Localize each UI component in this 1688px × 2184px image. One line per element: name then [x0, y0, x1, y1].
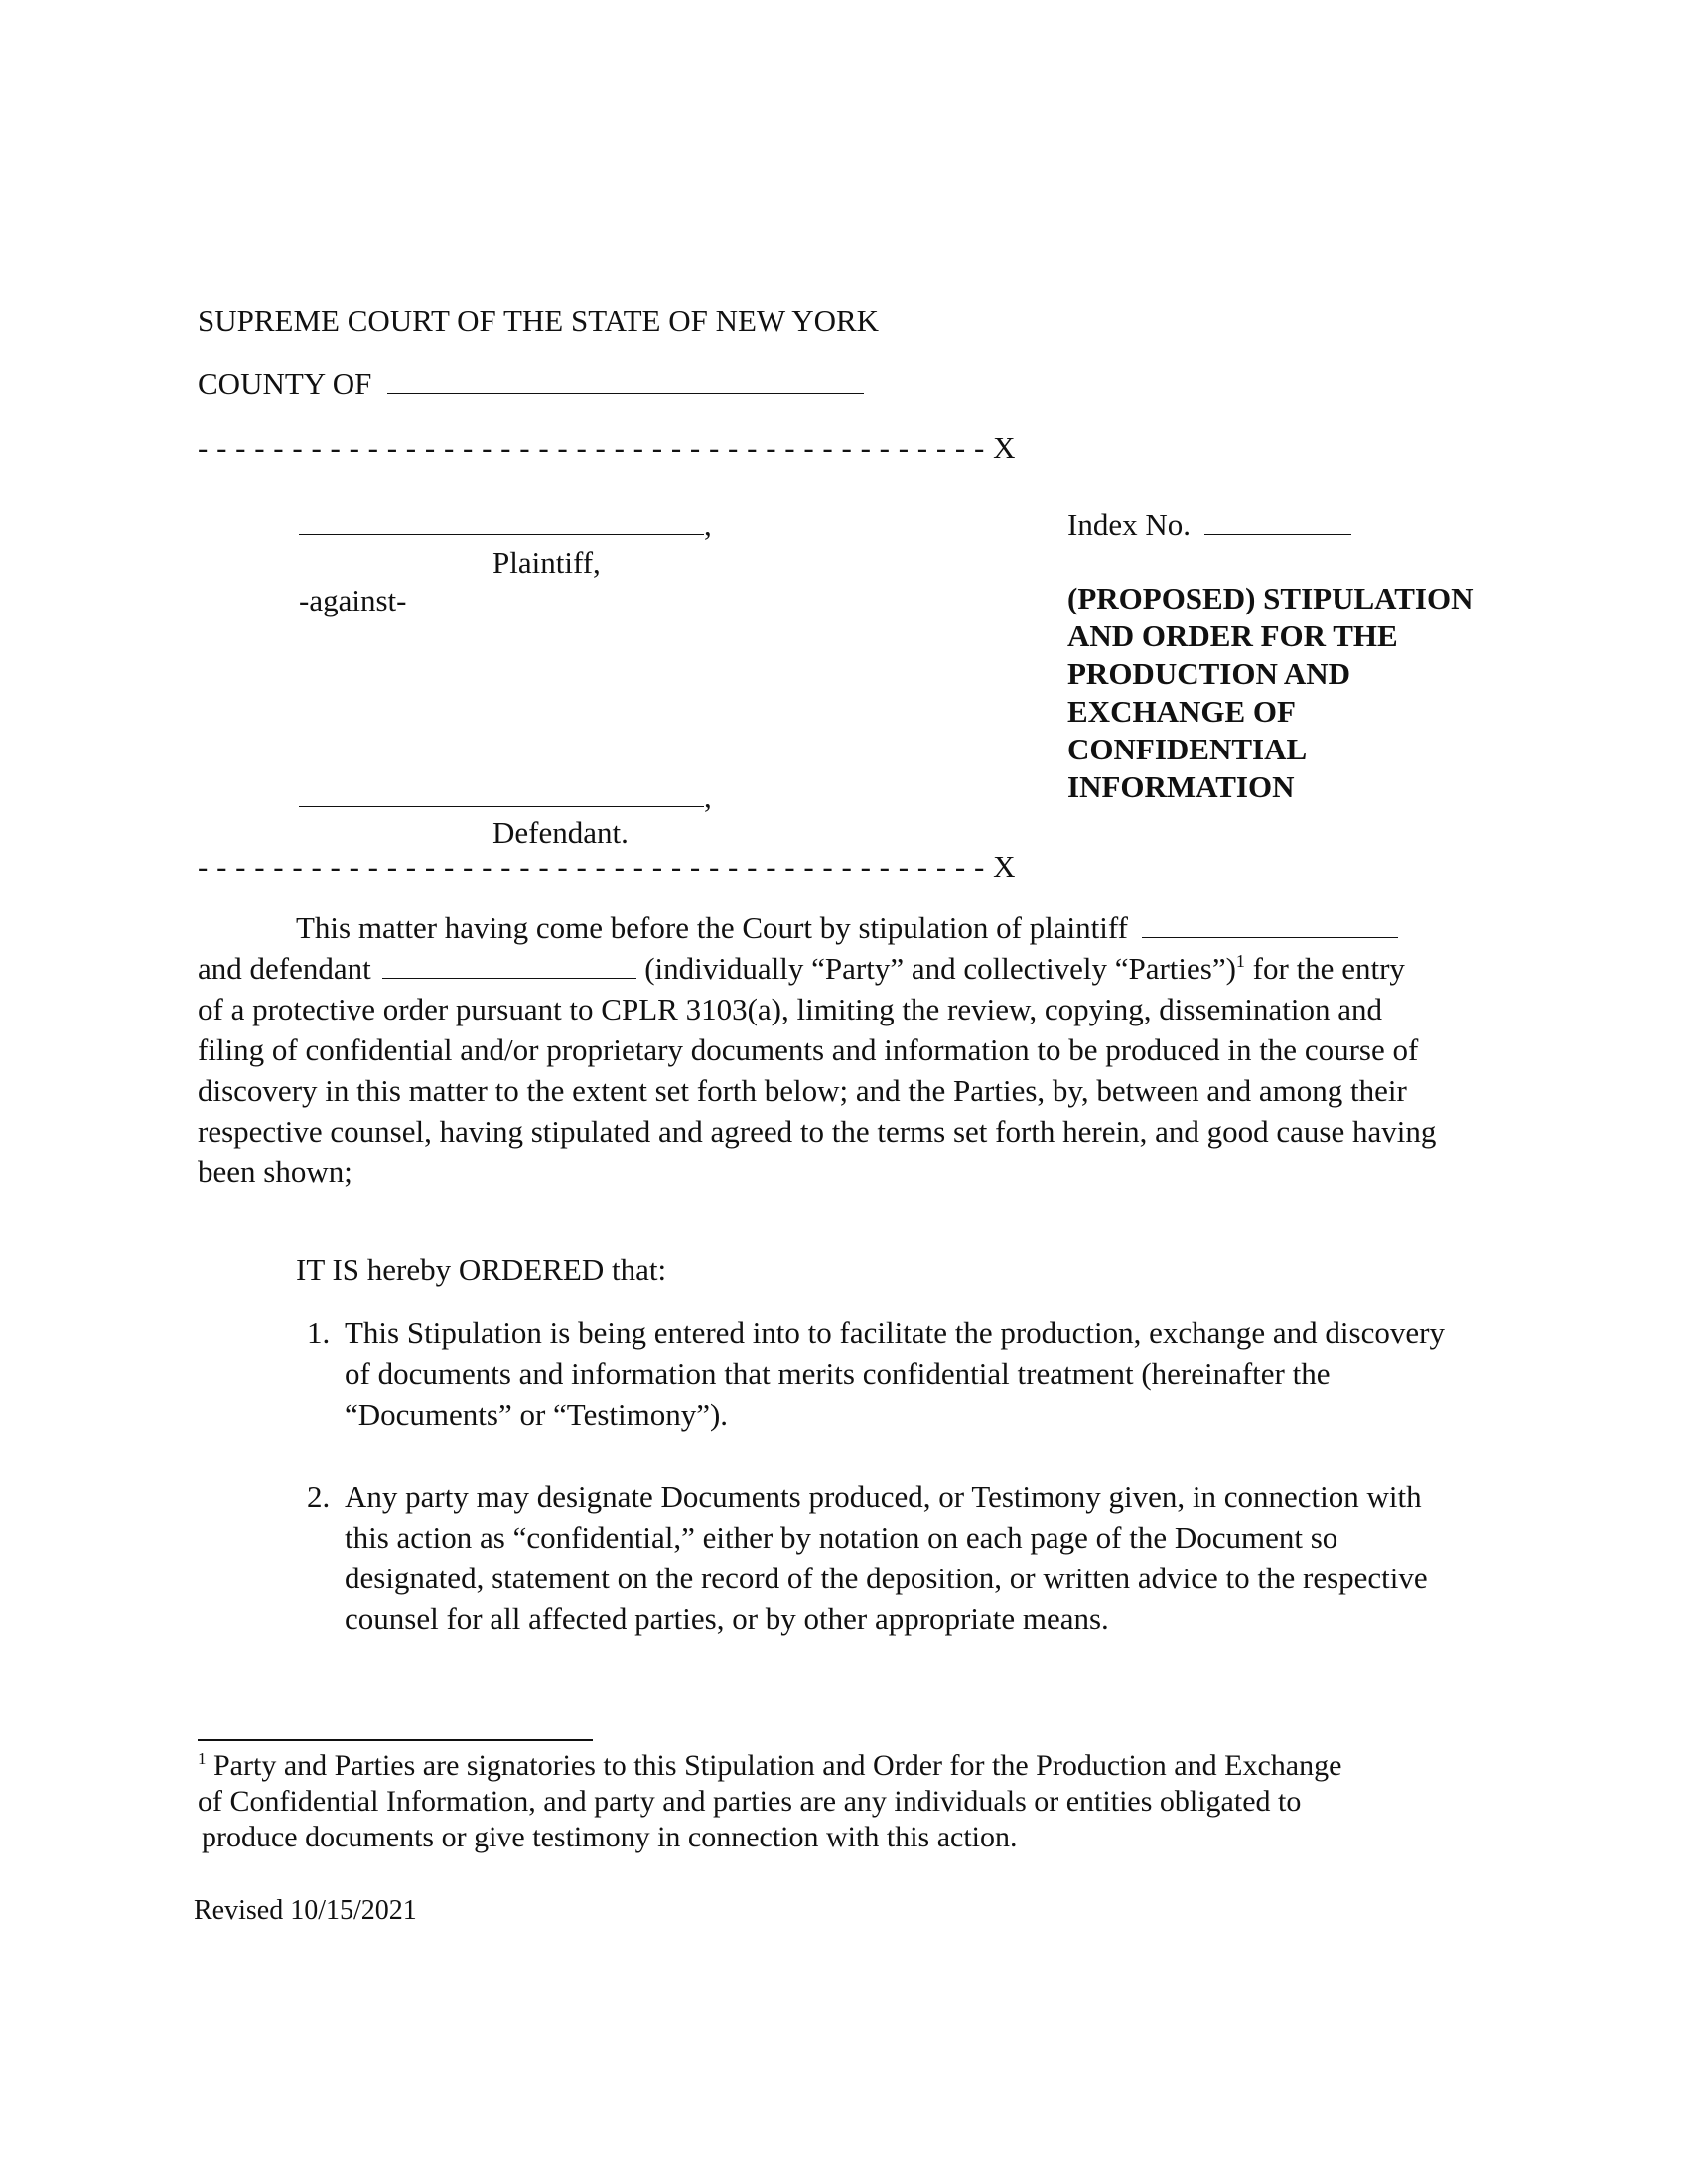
county-line [198, 363, 864, 404]
item-line: this action as “confidential,” either by notation on each page of the Document so [345, 1520, 1338, 1555]
item-text [345, 1476, 1428, 1639]
defendant-name-blank [299, 780, 704, 807]
separator-x: X [993, 849, 1016, 884]
caption-top-separator [198, 427, 1016, 468]
plaintiff-comma: , [704, 507, 712, 542]
separator-dashes: - - - - - - - - - - - - - - - - - - - - - - - - - - - - - - - - - - - - - - - - - - [198, 430, 985, 465]
county-label: COUNTY OF [198, 366, 372, 401]
item-line: of documents and information that merits confidential treatment (hereinafter the [345, 1356, 1331, 1391]
defendant-blank [382, 952, 636, 979]
intro-line: respective counsel, having stipulated and agreed to the terms set forth herein, and good cause having [198, 1114, 1437, 1149]
intro-line-text: for the entry [1252, 951, 1405, 986]
title-line: (PROPOSED) STIPULATION [1067, 581, 1474, 615]
intro-paragraph [198, 907, 1436, 1192]
item-line: designated, statement on the record of the deposition, or written advice to the respective [345, 1561, 1428, 1595]
defendant-name-line [299, 776, 712, 817]
caption-bottom-separator [198, 846, 1016, 887]
footnote-marker: 1 [198, 1749, 207, 1768]
index-number-line [1067, 504, 1351, 545]
title-line: INFORMATION [1067, 769, 1295, 804]
footnote-line: produce documents or give testimony in connection with this action. [202, 1821, 1018, 1853]
footnote [198, 1748, 1341, 1855]
index-number-blank [1204, 508, 1351, 535]
intro-line-text: (individually “Party” and collectively “Parties”) [644, 951, 1236, 986]
revision-date: Revised 10/15/2021 [194, 1895, 417, 1926]
title-line: AND ORDER FOR THE [1067, 618, 1398, 653]
intro-line [198, 907, 1436, 948]
plaintiff-label: Plaintiff, [492, 545, 601, 580]
intro-line: of a protective order pursuant to CPLR 3103(a), limiting the review, copying, dissemination and [198, 992, 1382, 1026]
defendant-comma: , [704, 779, 712, 814]
plaintiff-name-blank [299, 508, 704, 535]
item-line: counsel for all affected parties, or by other appropriate means. [345, 1601, 1109, 1636]
footnote-reference: 1 [1235, 951, 1245, 971]
item-line: This Stipulation is being entered into to facilitate the production, exchange and discovery [345, 1315, 1445, 1350]
item-text [345, 1312, 1445, 1434]
footnote-line: of Confidential Information, and party and parties are any individuals or entities obligated to [198, 1785, 1302, 1818]
index-label: Index No. [1067, 507, 1191, 542]
intro-line: filing of confidential and/or proprietary documents and information to be produced in the course of [198, 1032, 1419, 1067]
intro-line-text: This matter having come before the Court by stipulation of plaintiff [296, 910, 1128, 945]
against-label: -against- [299, 583, 407, 617]
title-line: PRODUCTION AND [1067, 656, 1351, 691]
footnote-line [198, 1748, 1341, 1784]
footnote-separator [198, 1739, 593, 1741]
title-line: EXCHANGE OF [1067, 694, 1296, 729]
item-number: 1. [307, 1315, 331, 1350]
court-name: SUPREME COURT OF THE STATE OF NEW YORK [198, 303, 880, 338]
document-title [1067, 580, 1474, 806]
defendant-label: Defendant. [492, 815, 629, 850]
intro-line: discovery in this matter to the extent set forth below; and the Parties, by, between and among their [198, 1073, 1407, 1108]
title-line: CONFIDENTIAL [1067, 732, 1308, 766]
item-line: “Documents” or “Testimony”). [345, 1397, 729, 1432]
intro-line [198, 948, 1436, 989]
item-number: 2. [307, 1479, 331, 1514]
separator-x: X [993, 430, 1016, 465]
plaintiff-name-line [299, 504, 712, 545]
county-blank [387, 367, 864, 394]
footnote-line-text: Party and Parties are signatories to this Stipulation and Order for the Production and Exchange [213, 1749, 1342, 1782]
item-line: Any party may designate Documents produced, or Testimony given, in connection with [345, 1479, 1422, 1514]
separator-dashes: - - - - - - - - - - - - - - - - - - - - - - - - - - - - - - - - - - - - - - - - - - [198, 849, 985, 884]
intro-line-text: and defendant [198, 951, 371, 986]
ordered-heading: IT IS hereby ORDERED that: [296, 1252, 667, 1287]
intro-line: been shown; [198, 1155, 352, 1189]
plaintiff-blank [1142, 911, 1398, 938]
